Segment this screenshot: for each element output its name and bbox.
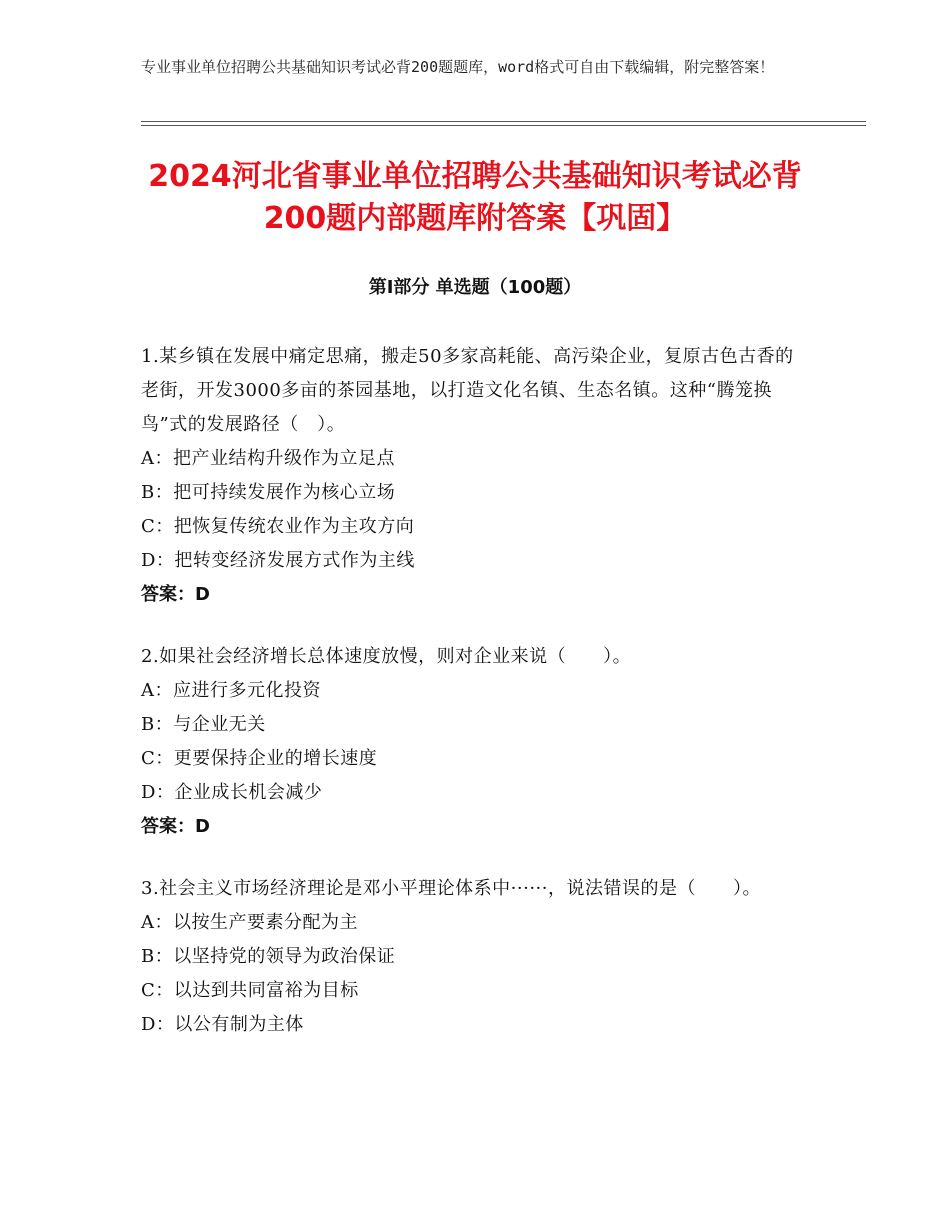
option-b: B：把可持续发展作为核心立场 — [141, 482, 396, 503]
question-stem: 3.社会主义市场经济理论是邓小平理论体系中······，说法错误的是（ ）。 — [141, 878, 762, 899]
option-a: A：应进行多元化投资 — [141, 680, 321, 701]
section-title: 第Ⅰ部分 单选题（100题） — [368, 277, 582, 298]
question-stem: 2.如果社会经济增长总体速度放慢，则对企业来说（ ）。 — [141, 646, 632, 667]
answer: 答案：D — [141, 816, 210, 837]
header-divider — [141, 121, 866, 126]
option-a: A：以按生产要素分配为主 — [141, 912, 358, 933]
option-d: D：把转变经济发展方式作为主线 — [141, 550, 415, 571]
question-1 — [141, 340, 811, 612]
option-c: C：以达到共同富裕为目标 — [141, 980, 359, 1001]
document-title: 2024河北省事业单位招聘公共基础知识考试必背200题内部题库附答案【巩固】 — [148, 159, 802, 236]
question-3 — [141, 872, 811, 1042]
option-c: C：把恢复传统农业作为主攻方向 — [141, 516, 415, 537]
header-note: 专业事业单位招聘公共基础知识考试必背200题题库，word格式可自由下载编辑，附完整答案！ — [141, 58, 775, 76]
option-b: B：以坚持党的领导为政治保证 — [141, 946, 396, 967]
option-b: B：与企业无关 — [141, 714, 266, 735]
answer: 答案：D — [141, 584, 210, 605]
question-2 — [141, 640, 811, 844]
option-c: C：更要保持企业的增长速度 — [141, 748, 378, 769]
question-list — [141, 340, 811, 1070]
option-d: D：以公有制为主体 — [141, 1014, 304, 1035]
option-a: A：把产业结构升级作为立足点 — [141, 448, 395, 469]
option-d: D：企业成长机会减少 — [141, 782, 323, 803]
question-stem: 1.某乡镇在发展中痛定思痛，搬走50多家高耗能、高污染企业，复原古色古香的老街，开发3000多亩的茶园基地，以打造文化名镇、生态名镇。这种“腾笼换鸟”式的发展路径（ ）。 — [141, 346, 794, 435]
